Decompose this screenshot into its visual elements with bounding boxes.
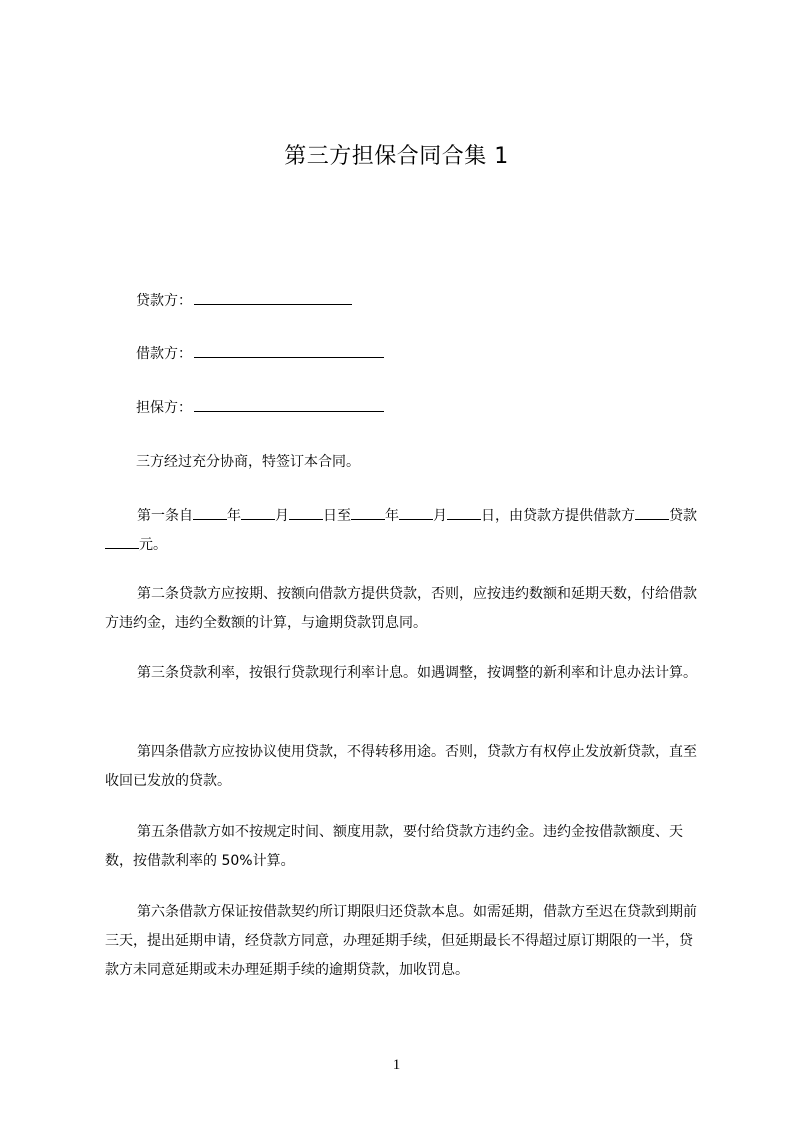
blank-line [399, 505, 433, 520]
blank-line [351, 505, 385, 520]
article-2: 第二条贷款方应按期、按额向借款方提供贷款，否则，应按违约数额和延期天数，付给借款方违约金，违约全数额的计算，与逾期贷款罚息同。 [105, 586, 697, 631]
article-1-text: 年 [227, 508, 241, 524]
blank-line [193, 505, 227, 520]
article-6: 第六条借款方保证按借款契约所订期限归还贷款本息。如需延期，借款方至迟在贷款到期前三天，提出延期申请，经贷款方同意，办理延期手续，但延期最长不得超过原订期限的一半，贷款方未同意延期或未办理延期手续的逾期贷款，加收罚息。 [105, 904, 697, 978]
blank-line [241, 505, 275, 520]
article-1-text: 日至 [323, 508, 351, 524]
borrower-blank-line [194, 343, 384, 358]
intro-paragraph: 三方经过充分协商，特签订本合同。 [136, 454, 360, 470]
blank-line [447, 505, 481, 520]
article-1-text: 日，由贷款方提供借款方 [481, 508, 635, 524]
lender-blank-line [194, 290, 352, 305]
page-number: 1 [392, 1057, 401, 1073]
article-1 [105, 502, 705, 560]
lender-field [136, 290, 352, 312]
article-1-text: 年 [385, 508, 399, 524]
blank-line [635, 505, 669, 520]
document-title: 第三方担保合同合集 1 [284, 144, 509, 169]
article-3: 第三条贷款利率，按银行贷款现行利率计息。如遇调整，按调整的新利率和计息办法计算。 [137, 665, 697, 681]
article-1-text: 第一条自 [137, 508, 193, 524]
article-1-text: 月 [433, 508, 447, 524]
article-1-text: 月 [275, 508, 289, 524]
borrower-label: 借款方： [136, 346, 192, 362]
blank-line [289, 505, 323, 520]
article-1-text: 元。 [139, 537, 167, 553]
guarantor-field [136, 397, 384, 419]
lender-label: 贷款方： [136, 293, 192, 309]
blank-line [105, 534, 139, 549]
borrower-field [136, 343, 384, 365]
guarantor-label: 担保方： [136, 400, 192, 416]
article-5: 第五条借款方如不按规定时间、额度用款，要付给贷款方违约金。违约金按借款额度、天数，按借款利率的 50%计算。 [105, 824, 683, 869]
article-4: 第四条借款方应按协议使用贷款，不得转移用途。否则，贷款方有权停止发放新贷款，直至收回已发放的贷款。 [105, 744, 697, 789]
article-1-text: 贷款 [669, 508, 697, 524]
guarantor-blank-line [194, 397, 384, 412]
